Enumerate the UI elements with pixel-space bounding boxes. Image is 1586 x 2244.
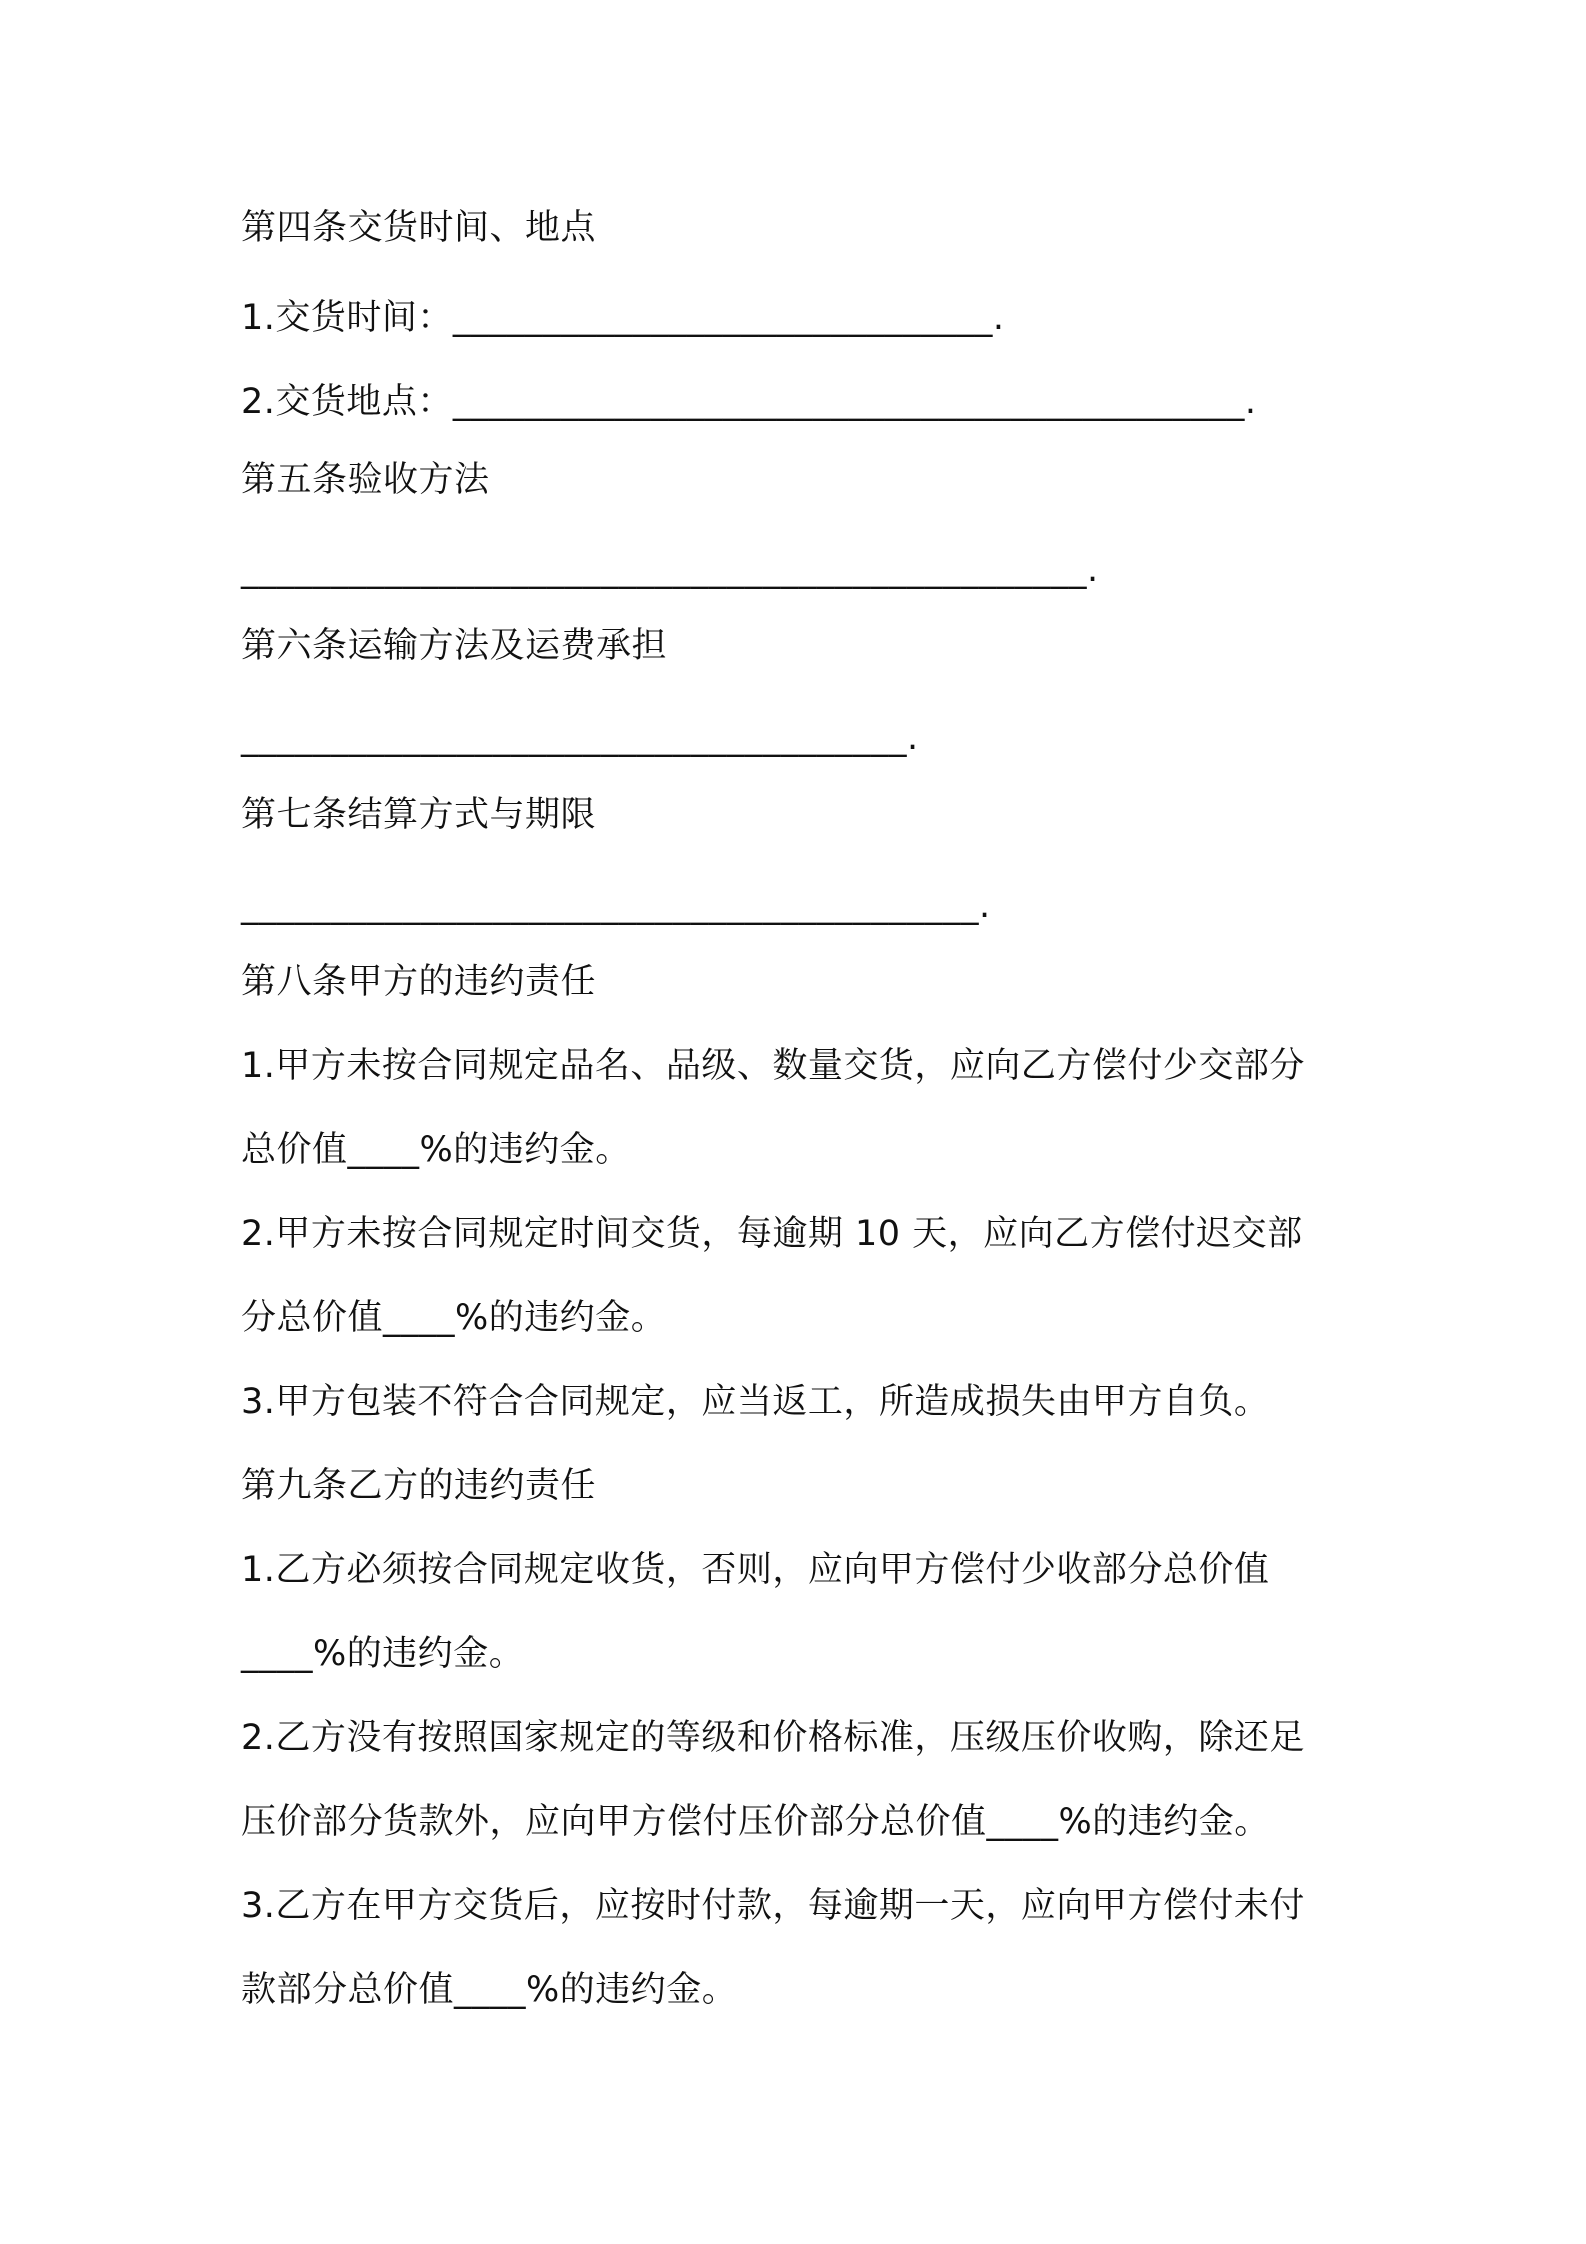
party-a-clause-1-cont: 总价值____%的违约金。 — [241, 1130, 631, 1170]
article-5-heading: 第五条验收方法 — [241, 460, 490, 500]
article-7-heading: 第七条结算方式与期限 — [241, 795, 597, 835]
delivery-time-field: 1.交货时间：______________________________. — [241, 298, 1005, 338]
party-b-clause-3-cont: 款部分总价值____%的违约金。 — [241, 1970, 738, 2010]
article-8-heading: 第八条甲方的违约责任 — [241, 962, 597, 1002]
party-b-clause-1: 1.乙方必须按合同规定收货，否则，应向甲方偿付少收部分总价值 — [241, 1550, 1270, 1590]
article-9-heading: 第九条乙方的违约责任 — [241, 1466, 597, 1506]
party-a-clause-2-cont: 分总价值____%的违约金。 — [241, 1298, 667, 1338]
inspection-method-blank: _______________________________________________. — [241, 550, 1099, 590]
article-4-heading: 第四条交货时间、地点 — [241, 208, 597, 248]
article-6-heading: 第六条运输方法及运费承担 — [241, 626, 668, 666]
party-a-clause-1: 1.甲方未按合同规定品名、品级、数量交货，应向乙方偿付少交部分 — [241, 1046, 1305, 1086]
party-b-clause-1-cont: ____%的违约金。 — [241, 1634, 525, 1674]
party-b-clause-3: 3.乙方在甲方交货后，应按时付款，每逾期一天，应向甲方偿付未付 — [241, 1886, 1305, 1926]
party-a-clause-3: 3.甲方包装不符合合同规定，应当返工，所造成损失由甲方自负。 — [241, 1382, 1270, 1422]
party-a-clause-2: 2.甲方未按合同规定时间交货，每逾期 10 天，应向乙方偿付迟交部 — [241, 1214, 1303, 1254]
party-b-clause-2-cont: 压价部分货款外，应向甲方偿付压价部分总价值____%的违约金。 — [241, 1802, 1270, 1842]
transport-method-blank: _____________________________________. — [241, 718, 919, 758]
settlement-method-blank: _________________________________________. — [241, 886, 991, 926]
party-b-clause-2: 2.乙方没有按照国家规定的等级和价格标准，压级压价收购，除还足 — [241, 1718, 1305, 1758]
delivery-location-field: 2.交货地点：____________________________________________. — [241, 382, 1257, 422]
